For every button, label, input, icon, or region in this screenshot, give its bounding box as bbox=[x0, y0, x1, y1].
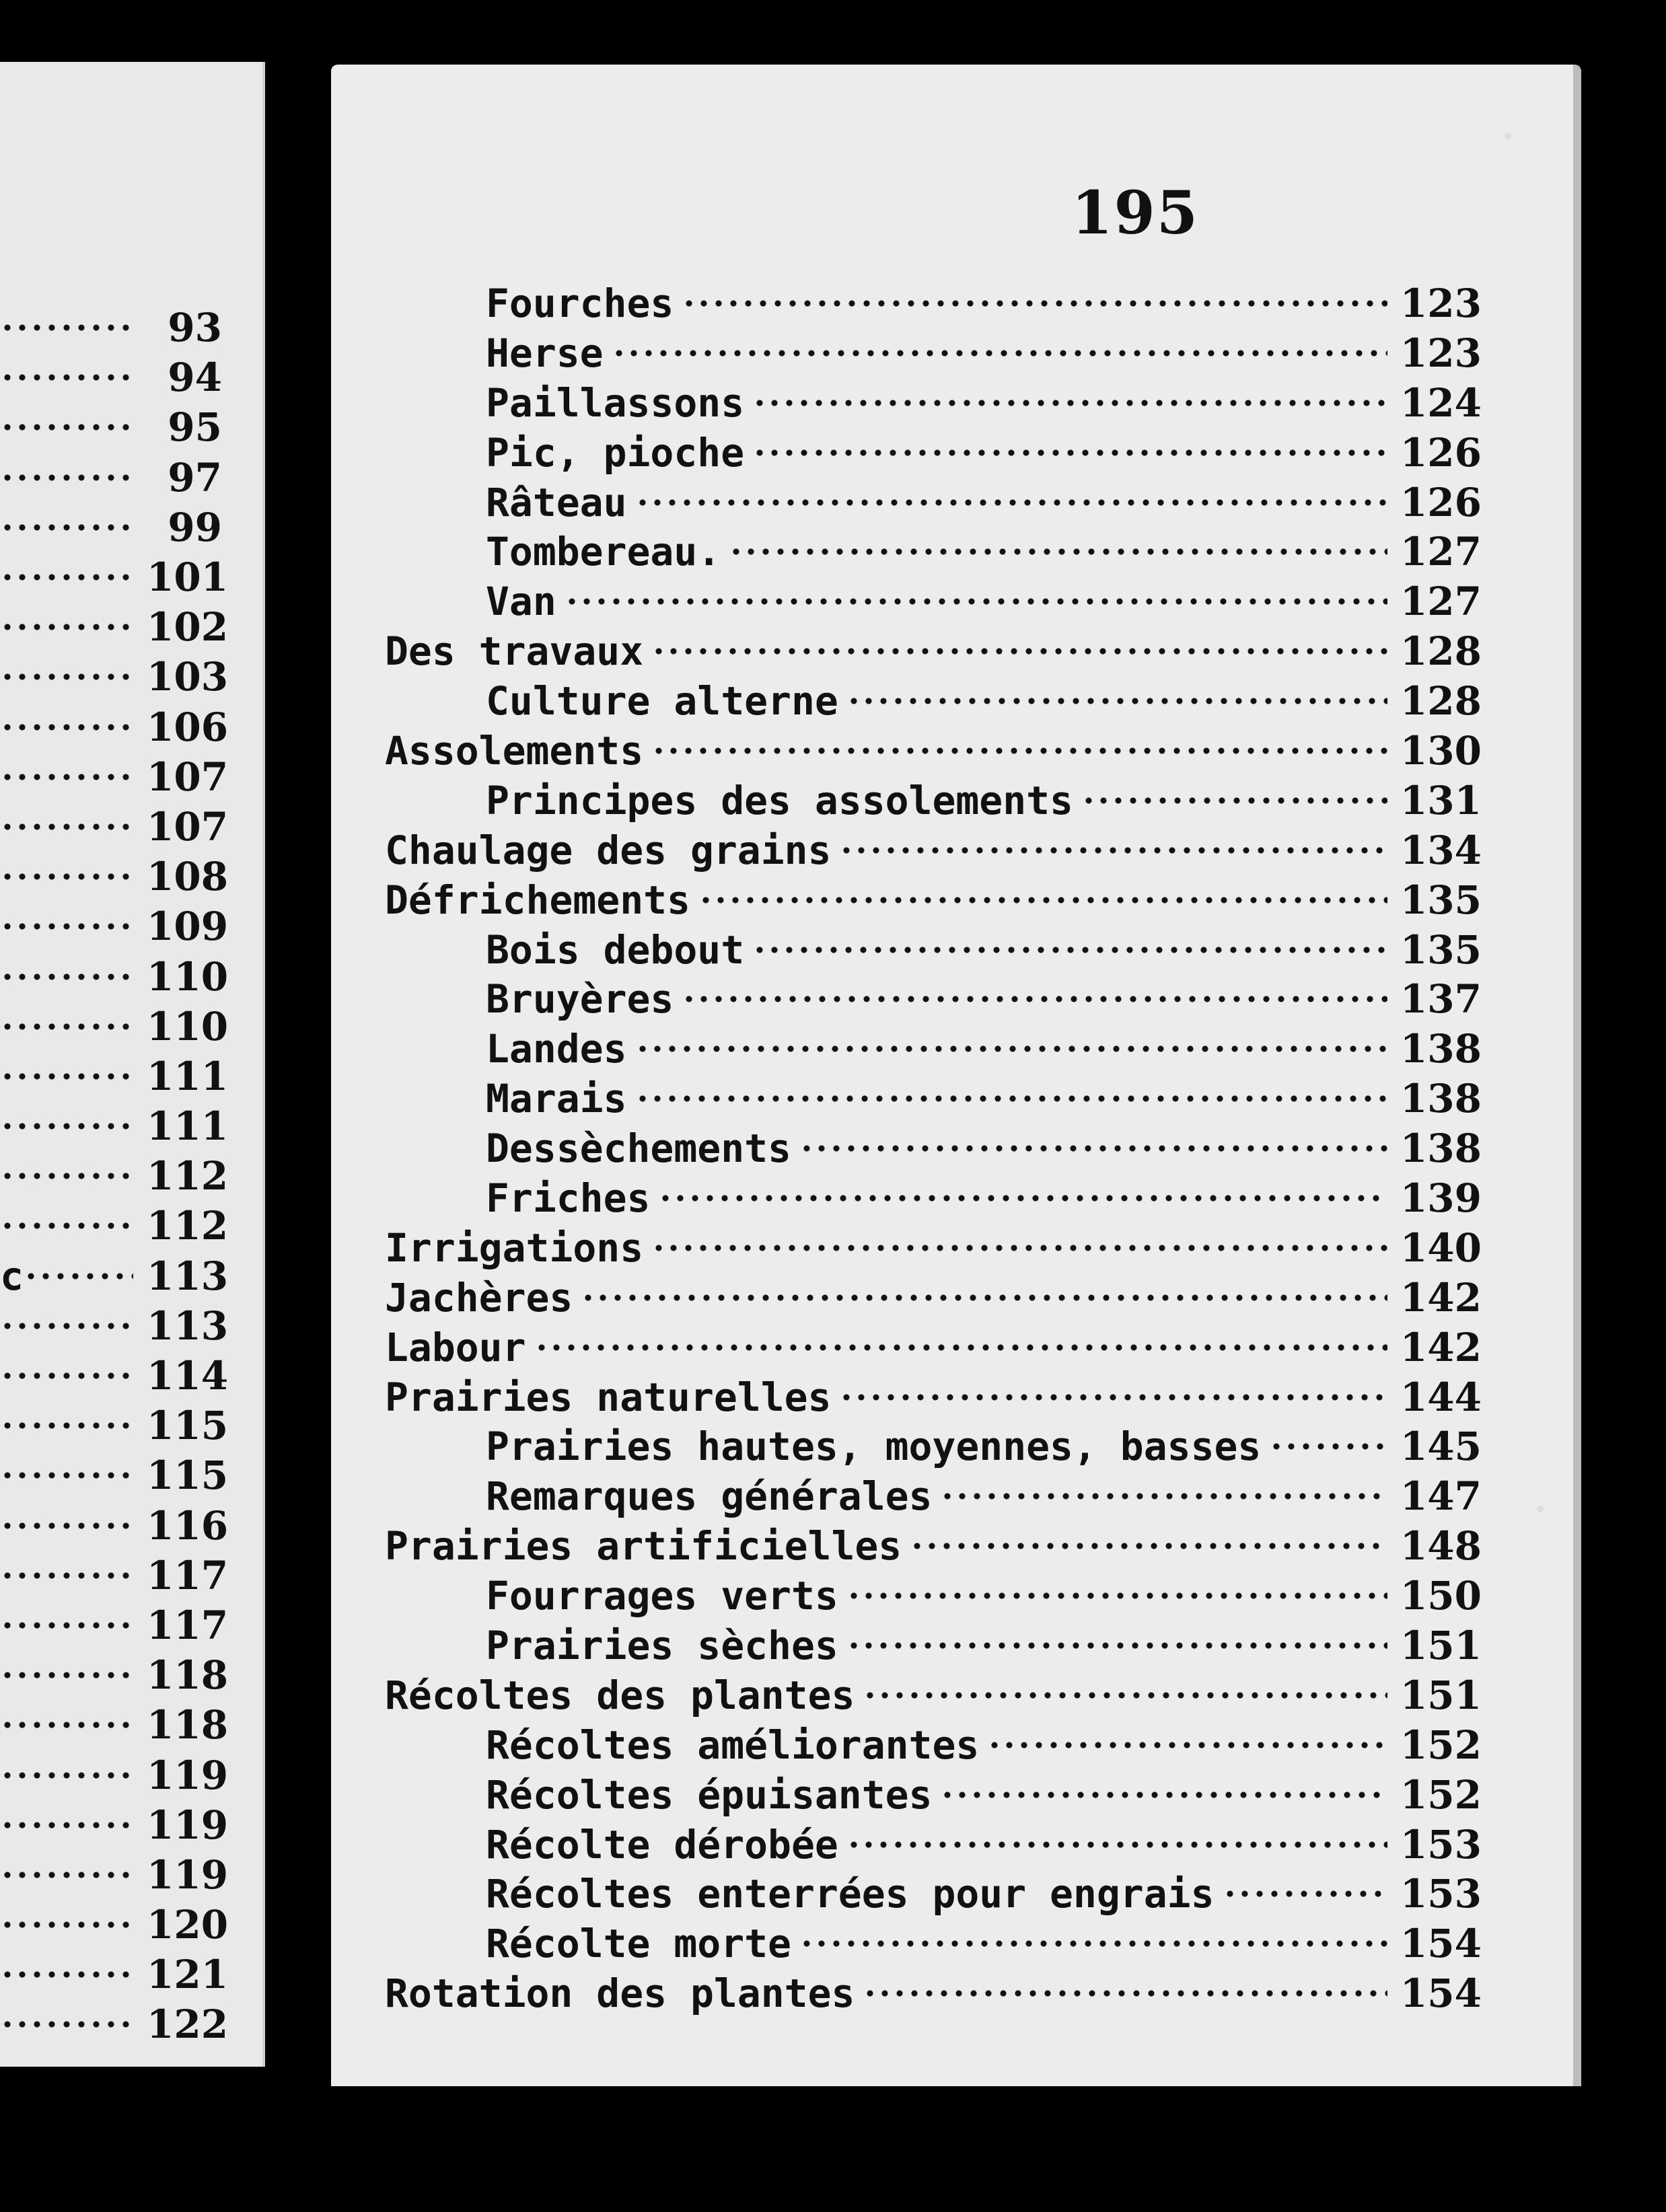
toc-entry-page: 152 bbox=[1400, 1722, 1482, 1768]
toc-entry-page: 128 bbox=[1400, 678, 1482, 725]
toc-entry-page: 123 bbox=[1400, 330, 1482, 376]
left-toc-entry bbox=[0, 1600, 229, 1650]
toc-entry-page: 154 bbox=[1400, 1970, 1482, 2017]
left-toc-entry bbox=[0, 1201, 229, 1251]
dust-speck bbox=[1505, 133, 1511, 140]
toc-entry-page: 151 bbox=[1400, 1622, 1482, 1668]
dot-leader bbox=[635, 1029, 1387, 1068]
toc-entry-page: 142 bbox=[1400, 1324, 1482, 1370]
dot-leader bbox=[0, 1007, 133, 1046]
dot-leader bbox=[729, 532, 1387, 571]
left-toc-entry bbox=[0, 552, 229, 602]
dot-leader bbox=[987, 1726, 1387, 1765]
dot-leader bbox=[752, 930, 1387, 969]
toc-entry bbox=[385, 925, 1482, 975]
toc-entry-page: 153 bbox=[1400, 1871, 1482, 1917]
toc-entry-label: Récoltes enterrées pour engrais bbox=[486, 1871, 1215, 1917]
toc-entry-label: Jachères bbox=[385, 1274, 573, 1321]
toc-entry-label: Assolements bbox=[385, 727, 644, 774]
toc-entry bbox=[385, 1770, 1482, 1820]
toc-entry-label: Fourches bbox=[486, 280, 674, 326]
dot-leader bbox=[0, 1905, 133, 1944]
dot-leader bbox=[565, 582, 1387, 621]
toc-entry-page: 138 bbox=[1400, 1126, 1482, 1172]
left-toc-entry-page: 93 bbox=[168, 305, 222, 351]
toc-entry-page: 150 bbox=[1400, 1573, 1482, 1619]
toc-entry bbox=[385, 825, 1482, 875]
toc-entry bbox=[385, 1471, 1482, 1521]
left-toc-entry bbox=[0, 1002, 229, 1052]
dot-leader bbox=[0, 1206, 133, 1245]
dot-leader bbox=[682, 284, 1387, 323]
toc-entry-page: 123 bbox=[1400, 280, 1482, 326]
left-toc-entry bbox=[0, 353, 222, 402]
toc-entry-page: 126 bbox=[1400, 429, 1482, 476]
left-toc-entry-page: 107 bbox=[147, 803, 229, 850]
toc-entry bbox=[385, 726, 1482, 776]
left-toc-entry-page: 97 bbox=[168, 454, 222, 501]
left-toc-entry-page: 110 bbox=[147, 953, 229, 1000]
left-toc-entry-page: 113 bbox=[147, 1253, 229, 1299]
left-toc-entry-fragment: c bbox=[0, 1253, 24, 1299]
toc-entry bbox=[385, 776, 1482, 825]
dot-leader bbox=[863, 1974, 1387, 2013]
toc-entry-label: Marais bbox=[486, 1076, 627, 1122]
dot-leader bbox=[0, 1756, 133, 1795]
left-toc-entry bbox=[0, 1750, 229, 1800]
toc-entry-label: Herse bbox=[486, 330, 604, 376]
dot-leader bbox=[799, 1924, 1387, 1963]
toc-list bbox=[385, 279, 1482, 2018]
left-toc-entry bbox=[0, 951, 229, 1001]
dot-leader bbox=[910, 1526, 1387, 1565]
toc-entry-page: 124 bbox=[1400, 379, 1482, 426]
toc-entry-page: 138 bbox=[1400, 1076, 1482, 1122]
dot-leader bbox=[752, 433, 1387, 472]
left-toc-entry bbox=[0, 752, 229, 802]
toc-entry-label: Récolte morte bbox=[486, 1921, 791, 1967]
toc-entry bbox=[385, 279, 1482, 328]
toc-entry-page: 128 bbox=[1400, 628, 1482, 675]
left-toc-entry bbox=[0, 652, 229, 702]
left-toc-entry-page: 99 bbox=[168, 504, 222, 550]
toc-entry-label: Prairies sèches bbox=[486, 1622, 838, 1668]
dot-leader bbox=[0, 957, 133, 996]
left-toc-entry-page: 113 bbox=[147, 1302, 229, 1349]
toc-entry-label: Culture alterne bbox=[486, 678, 838, 725]
left-toc-entry-page: 119 bbox=[147, 1802, 229, 1848]
toc-entry-label: Van bbox=[486, 579, 556, 625]
toc-entry-page: 134 bbox=[1400, 827, 1482, 873]
toc-entry-label: Des travaux bbox=[385, 628, 644, 675]
left-toc-entry-page: 112 bbox=[147, 1203, 229, 1249]
left-toc-entry-page: 118 bbox=[147, 1702, 229, 1748]
dot-leader bbox=[0, 607, 133, 647]
toc-entry-label: Récoltes épuisantes bbox=[486, 1771, 933, 1818]
dot-leader bbox=[846, 1825, 1387, 1864]
dot-leader bbox=[846, 681, 1387, 721]
dot-leader bbox=[1081, 781, 1387, 820]
toc-entry-page: 135 bbox=[1400, 877, 1482, 923]
toc-entry-label: Râteau bbox=[486, 479, 627, 525]
toc-entry-label: Friches bbox=[486, 1175, 651, 1221]
left-toc-entry bbox=[0, 1151, 229, 1201]
left-toc-entry bbox=[0, 1101, 229, 1151]
toc-entry-page: 127 bbox=[1400, 579, 1482, 625]
left-toc-list bbox=[0, 303, 229, 2050]
toc-entry-page: 152 bbox=[1400, 1771, 1482, 1818]
left-toc-entry bbox=[0, 1999, 229, 2049]
dot-leader bbox=[846, 1626, 1387, 1665]
toc-entry bbox=[385, 1074, 1482, 1123]
dust-speck bbox=[1537, 1506, 1544, 1512]
left-toc-entry bbox=[0, 1850, 229, 1900]
dot-leader bbox=[0, 1556, 133, 1595]
toc-entry bbox=[385, 1521, 1482, 1571]
dot-leader bbox=[0, 1705, 133, 1744]
toc-entry-label: Fourrages verts bbox=[486, 1573, 838, 1619]
left-toc-entry bbox=[0, 1251, 229, 1301]
toc-entry-page: 145 bbox=[1400, 1424, 1482, 1470]
dot-leader bbox=[839, 831, 1387, 870]
toc-entry-page: 131 bbox=[1400, 777, 1482, 823]
dot-leader bbox=[1269, 1427, 1387, 1466]
left-toc-entry-page: 120 bbox=[147, 1902, 229, 1948]
toc-entry-label: Tombereau. bbox=[486, 529, 721, 575]
dot-leader bbox=[0, 708, 133, 747]
dot-leader bbox=[839, 1378, 1387, 1417]
toc-entry bbox=[385, 1223, 1482, 1273]
left-toc-entry-page: 115 bbox=[147, 1452, 229, 1499]
toc-entry-label: Défrichements bbox=[385, 877, 690, 923]
toc-entry-label: Pic, pioche bbox=[486, 429, 745, 476]
toc-entry bbox=[385, 974, 1482, 1024]
toc-entry-label: Bruyères bbox=[486, 976, 674, 1023]
left-toc-entry-page: 114 bbox=[147, 1353, 229, 1399]
left-toc-entry bbox=[0, 901, 229, 951]
left-toc-entry bbox=[0, 503, 222, 552]
left-toc-entry-page: 119 bbox=[147, 1851, 229, 1898]
toc-entry bbox=[385, 626, 1482, 676]
left-toc-entry-page: 101 bbox=[147, 554, 229, 601]
dot-leader bbox=[0, 508, 133, 547]
toc-entry bbox=[385, 1323, 1482, 1372]
left-toc-entry-page: 109 bbox=[147, 904, 229, 950]
toc-entry-page: 126 bbox=[1400, 479, 1482, 525]
toc-entry-page: 154 bbox=[1400, 1921, 1482, 1967]
left-toc-entry-page: 103 bbox=[147, 654, 229, 700]
toc-entry bbox=[385, 1919, 1482, 1968]
dot-leader bbox=[581, 1278, 1387, 1317]
toc-entry bbox=[385, 1123, 1482, 1173]
dot-leader bbox=[24, 1257, 133, 1296]
page-number: 195 bbox=[1071, 178, 1199, 248]
toc-entry-page: 130 bbox=[1400, 727, 1482, 774]
toc-entry-label: Bois debout bbox=[486, 926, 745, 973]
dot-leader bbox=[0, 358, 133, 397]
toc-entry-label: Labour bbox=[385, 1324, 526, 1370]
left-toc-entry bbox=[0, 852, 229, 901]
left-toc-entry bbox=[0, 1301, 229, 1351]
toc-entry bbox=[385, 1820, 1482, 1870]
left-toc-entry bbox=[0, 1351, 229, 1401]
left-toc-entry-page: 108 bbox=[147, 854, 229, 900]
dot-leader bbox=[1223, 1874, 1388, 1913]
dot-leader bbox=[846, 1576, 1387, 1615]
left-toc-entry-page: 106 bbox=[147, 704, 229, 750]
dot-leader bbox=[940, 1477, 1387, 1516]
dot-leader bbox=[0, 857, 133, 896]
toc-entry-label: Récoltes des plantes bbox=[385, 1672, 855, 1718]
toc-entry-page: 137 bbox=[1400, 976, 1482, 1023]
dot-leader bbox=[0, 1156, 133, 1195]
toc-entry bbox=[385, 875, 1482, 925]
left-toc-entry-page: 112 bbox=[147, 1153, 229, 1200]
dot-leader bbox=[0, 458, 133, 497]
toc-entry bbox=[385, 1422, 1482, 1471]
left-toc-entry bbox=[0, 1950, 229, 1999]
dot-leader bbox=[651, 632, 1387, 671]
dot-leader bbox=[0, 1406, 133, 1445]
left-toc-entry-page: 115 bbox=[147, 1403, 229, 1449]
left-page bbox=[0, 62, 265, 2067]
toc-entry bbox=[385, 1571, 1482, 1621]
dot-leader bbox=[651, 731, 1387, 770]
dot-leader bbox=[612, 334, 1387, 373]
dot-leader bbox=[863, 1676, 1387, 1715]
left-toc-entry-page: 94 bbox=[168, 355, 222, 401]
left-toc-entry-page: 118 bbox=[147, 1652, 229, 1699]
toc-entry bbox=[385, 1720, 1482, 1770]
dot-leader bbox=[635, 483, 1387, 522]
toc-entry-label: Prairies naturelles bbox=[385, 1374, 832, 1420]
dot-leader bbox=[799, 1129, 1387, 1168]
left-toc-entry bbox=[0, 1401, 229, 1450]
dot-leader bbox=[0, 1806, 133, 1845]
dot-leader bbox=[0, 1306, 133, 1345]
toc-entry-label: Récoltes améliorantes bbox=[486, 1722, 980, 1768]
toc-entry-label: Rotation des plantes bbox=[385, 1970, 855, 2017]
toc-entry bbox=[385, 1621, 1482, 1670]
left-toc-entry-page: 121 bbox=[147, 1952, 229, 1998]
toc-entry-page: 147 bbox=[1400, 1473, 1482, 1520]
left-toc-entry-page: 111 bbox=[147, 1053, 229, 1099]
toc-entry-page: 144 bbox=[1400, 1374, 1482, 1420]
left-toc-entry bbox=[0, 1551, 229, 1600]
left-toc-entry bbox=[0, 402, 222, 452]
left-toc-entry bbox=[0, 1900, 229, 1950]
dot-leader bbox=[0, 308, 133, 347]
toc-entry-page: 139 bbox=[1400, 1175, 1482, 1221]
dot-leader bbox=[0, 2005, 133, 2044]
dot-leader bbox=[658, 1179, 1387, 1218]
dot-leader bbox=[0, 1955, 133, 1994]
toc-entry bbox=[385, 1670, 1482, 1720]
dot-leader bbox=[0, 907, 133, 946]
left-toc-entry-page: 117 bbox=[147, 1552, 229, 1598]
toc-entry bbox=[385, 428, 1482, 478]
toc-entry-page: 153 bbox=[1400, 1821, 1482, 1868]
toc-entry-label: Paillassons bbox=[486, 379, 745, 426]
toc-entry bbox=[385, 676, 1482, 726]
left-toc-entry-page: 122 bbox=[147, 2001, 229, 2048]
dot-leader bbox=[940, 1775, 1387, 1814]
dot-leader bbox=[534, 1328, 1387, 1367]
toc-entry-page: 148 bbox=[1400, 1523, 1482, 1570]
dot-leader bbox=[698, 881, 1387, 920]
toc-entry bbox=[385, 478, 1482, 527]
left-toc-entry bbox=[0, 602, 229, 652]
toc-entry bbox=[385, 1870, 1482, 1919]
left-toc-entry-page: 116 bbox=[147, 1502, 229, 1549]
dot-leader bbox=[0, 807, 133, 846]
toc-entry-page: 142 bbox=[1400, 1274, 1482, 1321]
dot-leader bbox=[0, 758, 133, 797]
left-toc-entry-page: 95 bbox=[168, 404, 222, 451]
toc-entry bbox=[385, 1173, 1482, 1223]
dot-leader bbox=[0, 1057, 133, 1096]
left-toc-entry bbox=[0, 1650, 229, 1700]
left-toc-entry-page: 110 bbox=[147, 1003, 229, 1049]
left-toc-entry bbox=[0, 1450, 229, 1500]
left-toc-entry-page: 119 bbox=[147, 1752, 229, 1798]
left-toc-entry bbox=[0, 1800, 229, 1850]
left-toc-entry bbox=[0, 1052, 229, 1101]
toc-entry bbox=[385, 1968, 1482, 2018]
toc-entry bbox=[385, 1372, 1482, 1422]
toc-entry-label: Landes bbox=[486, 1026, 627, 1072]
toc-entry-label: Irrigations bbox=[385, 1224, 644, 1271]
right-page bbox=[331, 65, 1581, 2086]
toc-entry-label: Récolte dérobée bbox=[486, 1821, 838, 1868]
left-toc-entry bbox=[0, 303, 222, 353]
left-toc-entry bbox=[0, 702, 229, 752]
dot-leader bbox=[635, 1079, 1387, 1118]
toc-entry-label: Chaulage des grains bbox=[385, 827, 832, 873]
toc-entry-page: 135 bbox=[1400, 926, 1482, 973]
dot-leader bbox=[0, 1456, 133, 1495]
left-toc-entry-page: 102 bbox=[147, 604, 229, 651]
dot-leader bbox=[0, 408, 133, 447]
toc-entry-page: 140 bbox=[1400, 1224, 1482, 1271]
dot-leader bbox=[682, 980, 1387, 1019]
dot-leader bbox=[752, 383, 1387, 422]
toc-entry-page: 127 bbox=[1400, 529, 1482, 575]
left-toc-entry-page: 111 bbox=[147, 1103, 229, 1150]
toc-entry-label: Remarques générales bbox=[486, 1473, 933, 1520]
toc-entry-label: Principes des assolements bbox=[486, 777, 1073, 823]
left-toc-entry bbox=[0, 802, 229, 852]
dot-leader bbox=[0, 1506, 133, 1545]
toc-entry bbox=[385, 1024, 1482, 1074]
toc-entry-page: 138 bbox=[1400, 1026, 1482, 1072]
toc-entry bbox=[385, 577, 1482, 626]
dot-leader bbox=[0, 657, 133, 696]
toc-entry-page: 151 bbox=[1400, 1672, 1482, 1718]
left-toc-entry-page: 117 bbox=[147, 1602, 229, 1648]
toc-entry-label: Dessèchements bbox=[486, 1126, 791, 1172]
toc-entry bbox=[385, 1273, 1482, 1323]
left-toc-entry bbox=[0, 1700, 229, 1750]
dot-leader bbox=[0, 558, 133, 597]
left-toc-entry bbox=[0, 1501, 229, 1551]
left-toc-entry bbox=[0, 453, 222, 503]
toc-entry-label: Prairies hautes, moyennes, basses bbox=[486, 1424, 1262, 1470]
dot-leader bbox=[0, 1855, 133, 1894]
dot-leader bbox=[0, 1356, 133, 1395]
left-toc-entry-page: 107 bbox=[147, 753, 229, 800]
toc-entry bbox=[385, 378, 1482, 428]
toc-entry bbox=[385, 527, 1482, 577]
dot-leader bbox=[0, 1107, 133, 1146]
toc-entry bbox=[385, 328, 1482, 378]
dot-leader bbox=[0, 1656, 133, 1695]
dot-leader bbox=[651, 1228, 1387, 1267]
toc-entry-label: Prairies artificielles bbox=[385, 1523, 902, 1570]
dot-leader bbox=[0, 1606, 133, 1645]
